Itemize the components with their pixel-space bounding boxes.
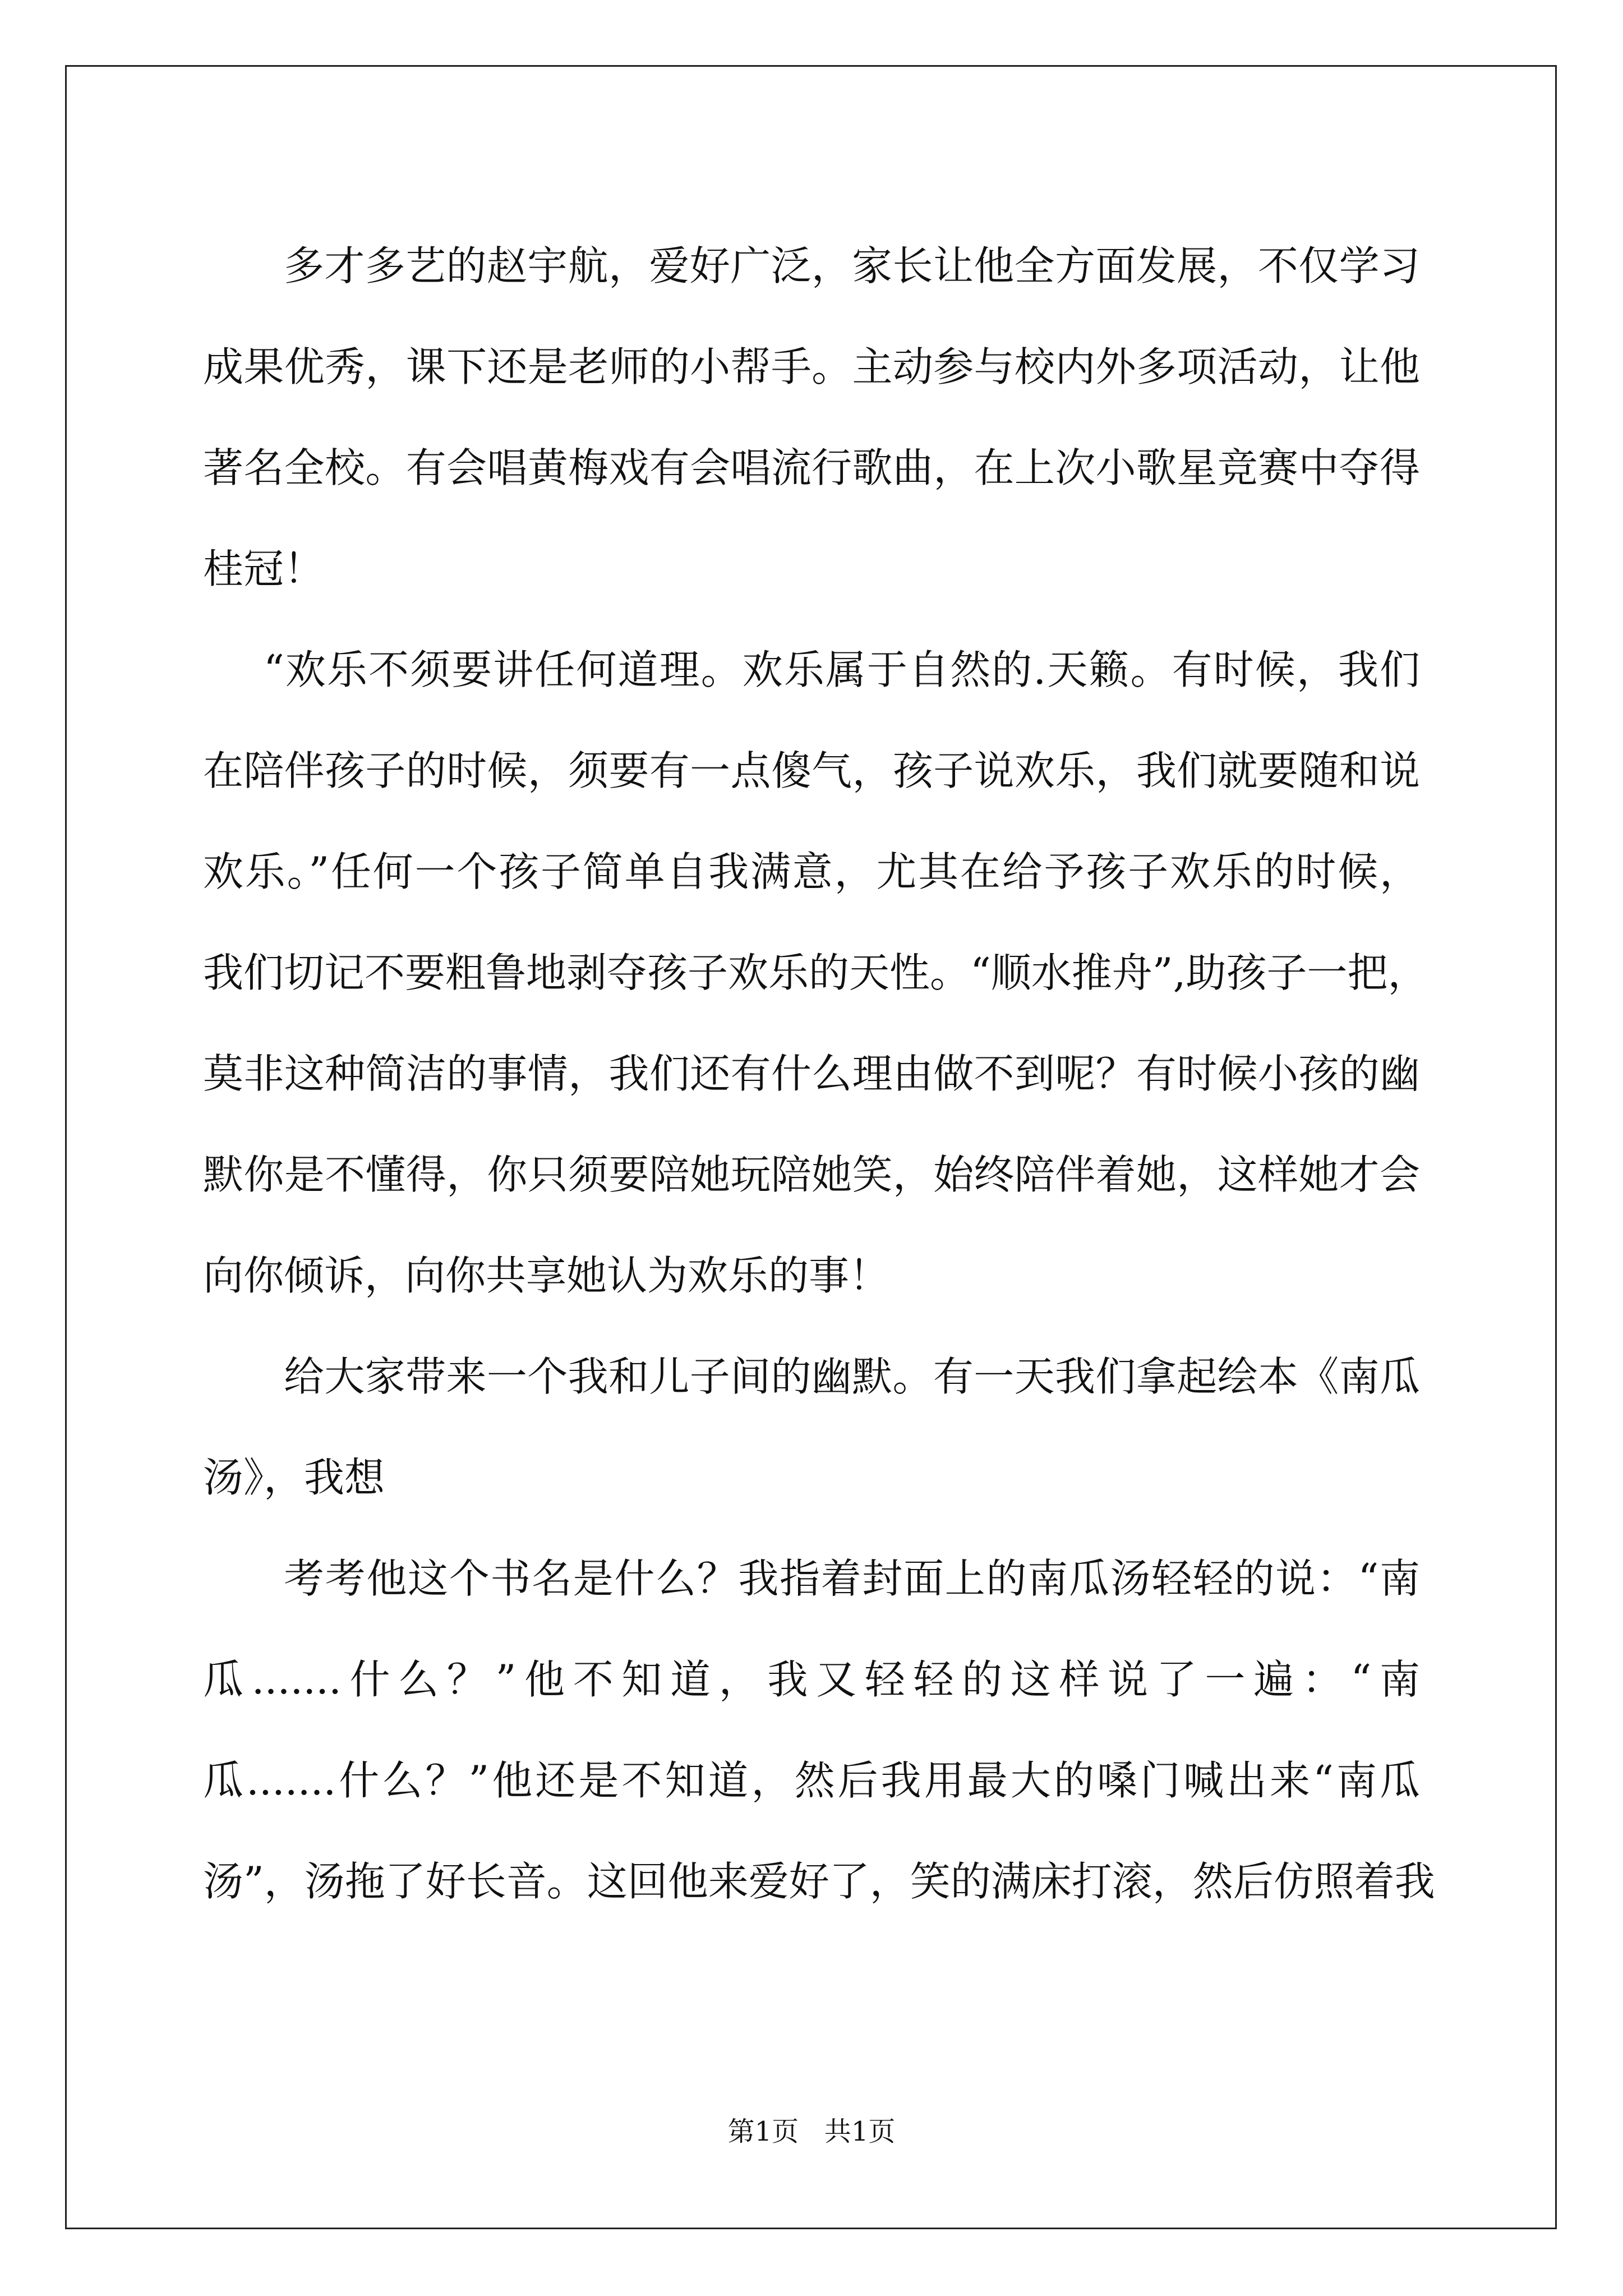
- text-line: 成果优秀，课下还是老师的小帮手。主动参与校内外多项活动，让他: [203, 343, 1420, 390]
- page-number: 第1页 共1页: [727, 2116, 896, 2147]
- text-line: 瓜.......什么？”他还是不知道，然后我用最大的嗓门喊出来“南瓜: [203, 1757, 1420, 1804]
- text-line: 汤”，汤拖了好长音。这回他来爱好了，笑的满床打滚，然后仿照着我: [203, 1858, 1435, 1905]
- text-line: 在陪伴孩子的时候，须要有一点傻气，孩子说欢乐，我们就要随和说: [203, 747, 1420, 794]
- page-footer: [0, 2115, 1623, 2148]
- text-line: 向你倾诉，向你共享她认为欢乐的事！: [203, 1252, 890, 1299]
- text-line: 莫非这种简洁的事情，我们还有什么理由做不到呢？有时候小孩的幽: [203, 1050, 1420, 1097]
- text-line: 欢乐。”任何一个孩子简单自我满意，尤其在给予孩子欢乐的时候，: [203, 848, 1420, 895]
- text-line: 著名全校。有会唱黄梅戏有会唱流行歌曲，在上次小歌星竞赛中夺得: [203, 444, 1420, 491]
- text-line: 考考他这个书名是什么？我指着封面上的南瓜汤轻轻的说：“南: [284, 1555, 1420, 1602]
- text-line: “欢乐不须要讲任何道理。欢乐属于自然的.天籁。有时候，我们: [264, 646, 1420, 693]
- text-line: 瓜.......什么？”他不知道，我又轻轻的这样说了一遍：“南: [203, 1656, 1420, 1703]
- text-line: 多才多艺的赵宇航，爱好广泛，家长让他全方面发展，不仅学习: [284, 242, 1420, 289]
- text-line: 桂冠！: [203, 545, 325, 592]
- document-body: [203, 215, 1435, 1932]
- text-line: 给大家带来一个我和儿子间的幽默。有一天我们拿起绘本《南瓜: [284, 1353, 1420, 1400]
- text-line: 我们切记不要粗鲁地剥夺孩子欢乐的天性。“顺水推舟”,助孩子一把，: [203, 949, 1428, 996]
- text-line: 默你是不懂得，你只须要陪她玩陪她笑，始终陪伴着她，这样她才会: [203, 1151, 1420, 1198]
- text-line: 汤》，我想: [203, 1454, 385, 1501]
